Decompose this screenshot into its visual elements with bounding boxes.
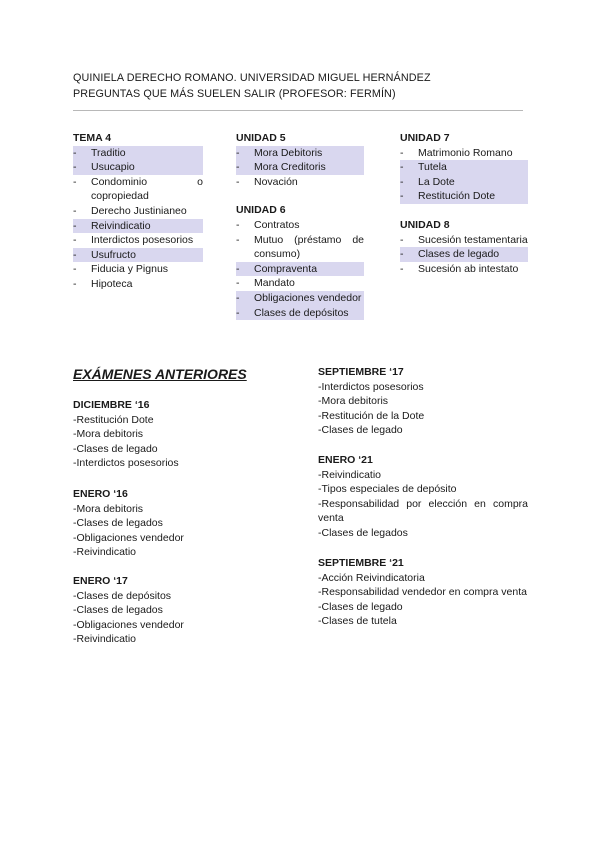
bullet-dash: - — [400, 233, 404, 246]
list-item-label: Restitución Dote — [418, 189, 528, 204]
bullet-dash: - — [400, 146, 404, 159]
bullet-dash: - — [236, 233, 240, 246]
list-item-label: Compraventa — [254, 262, 364, 277]
list-item-label: Sucesión testamentaria — [418, 233, 528, 246]
list-item — [400, 160, 528, 175]
list-item — [400, 233, 528, 248]
list-item — [236, 276, 364, 291]
list-item — [400, 146, 528, 161]
section-title-unidad8: UNIDAD 8 — [400, 218, 450, 231]
exam-question: -Clases de legado — [318, 424, 403, 437]
bullet-dash: - — [400, 189, 418, 204]
topic-list-unidad8 — [400, 233, 528, 277]
bullet-dash: - — [236, 146, 254, 161]
topic-list-unidad5 — [236, 146, 364, 190]
list-item — [400, 175, 528, 190]
list-item-label: Obligaciones vendedor — [254, 291, 364, 306]
exam-question: -Responsabilidad por elección en compra venta — [318, 497, 528, 525]
exam-question: -Clases de tutela — [318, 615, 397, 628]
bullet-dash: - — [400, 247, 418, 262]
column-unidad5-6 — [236, 131, 364, 320]
list-item-label: Hipoteca — [91, 277, 133, 290]
exam-sep17 — [318, 365, 528, 438]
list-item-label: Reivindicatio — [91, 219, 203, 234]
exam-title: SEPTIEMBRE ‘17 — [318, 366, 404, 378]
exam-title: SEPTIEMBRE ‘21 — [318, 557, 404, 569]
exam-question: -Restitución de la Dote — [318, 409, 425, 422]
exam-question: -Responsabilidad vendedor en compra venta — [318, 586, 527, 599]
list-item — [73, 262, 203, 277]
list-item-label: Novación — [254, 175, 298, 188]
bullet-dash: - — [73, 204, 77, 217]
header-divider — [73, 110, 523, 111]
exam-question: -Obligaciones vendedor — [73, 531, 184, 544]
list-item — [236, 233, 364, 262]
bullet-dash: - — [400, 262, 404, 275]
exam-question: -Interdictos posesorios — [318, 380, 424, 393]
header-subtitle: PREGUNTAS QUE MÁS SUELEN SALIR (PROFESOR: FERMÍN) — [73, 88, 396, 100]
list-item — [236, 175, 364, 190]
list-item-label: Traditio — [91, 146, 203, 161]
exam-question: -Mora debitoris — [318, 395, 389, 408]
exam-title: ENERO ‘16 — [73, 488, 128, 500]
bullet-dash: - — [236, 262, 254, 277]
list-item-label: Mora Debitoris — [254, 146, 364, 161]
exam-question: -Reivindicatio — [73, 546, 137, 559]
document-header — [73, 70, 431, 102]
list-item — [400, 262, 528, 277]
list-item — [400, 189, 528, 204]
exam-question: -Acción Reivindicatoria — [318, 571, 425, 584]
list-item-label: Fiducia y Pignus — [91, 263, 169, 276]
exam-question: -Clases de legados — [318, 526, 408, 539]
bullet-dash: - — [236, 291, 254, 306]
bullet-dash: - — [236, 277, 240, 290]
exam-question: -Clases de legados — [73, 517, 163, 530]
bullet-dash: - — [236, 306, 254, 321]
topic-list-tema4 — [73, 146, 203, 292]
list-item — [73, 277, 203, 292]
exam-question: -Clases de legados — [73, 604, 163, 617]
section-title-unidad6: UNIDAD 6 — [236, 204, 286, 217]
bullet-dash: - — [73, 263, 77, 276]
bullet-dash: - — [400, 175, 418, 190]
list-item-label: Mora Creditoris — [254, 160, 364, 175]
bullet-dash: - — [236, 175, 240, 188]
bullet-dash: - — [73, 219, 91, 234]
list-item-label: Clases de legado — [418, 247, 528, 262]
list-item-label: Condominio o copropiedad — [91, 175, 203, 203]
bullet-dash: - — [73, 277, 77, 290]
list-item — [236, 306, 364, 321]
section-title-unidad5: UNIDAD 5 — [236, 132, 286, 144]
list-item-label: Interdictos posesorios — [91, 234, 194, 247]
exam-ene17 — [73, 574, 273, 647]
list-item — [236, 160, 364, 175]
section-title-tema4: TEMA 4 — [73, 132, 112, 144]
exam-question: -Obligaciones vendedor — [73, 618, 184, 631]
exam-title: DICIEMBRE ‘16 — [73, 399, 150, 411]
exam-question: -Clases de legado — [73, 442, 158, 455]
exam-question: -Clases de depósitos — [73, 589, 172, 602]
exam-question: -Mora debitoris — [73, 502, 144, 515]
list-item — [73, 233, 203, 248]
exam-question: -Reivindicatio — [73, 633, 137, 646]
bullet-dash: - — [236, 218, 240, 231]
list-item — [73, 204, 203, 219]
list-item-label: La Dote — [418, 175, 528, 190]
exam-question: -Restitución Dote — [73, 413, 154, 426]
bullet-dash: - — [73, 160, 91, 175]
list-item — [73, 219, 203, 234]
column-unidad7-8 — [400, 131, 528, 276]
list-item-label: Clases de depósitos — [254, 306, 364, 321]
list-item-label: Tutela — [418, 160, 528, 175]
list-item — [400, 247, 528, 262]
exam-question: -Interdictos posesorios — [73, 457, 179, 470]
list-item — [236, 218, 364, 233]
exam-question: -Clases de legado — [318, 600, 403, 613]
list-item — [73, 160, 203, 175]
list-item — [236, 291, 364, 306]
list-item — [73, 175, 203, 204]
list-item-label: Usufructo — [91, 248, 203, 263]
list-item-label: Mandato — [254, 277, 295, 290]
exam-sep21 — [318, 556, 528, 629]
bullet-dash: - — [73, 234, 77, 247]
exam-title: ENERO ‘17 — [73, 575, 128, 587]
column-tema4 — [73, 131, 203, 292]
section-title-unidad7: UNIDAD 7 — [400, 132, 450, 144]
bullet-dash: - — [73, 175, 77, 188]
exam-question: -Mora debitoris — [73, 428, 144, 441]
exam-question: -Tipos especiales de depósito — [318, 483, 457, 496]
exam-question: -Reivindicatio — [318, 468, 382, 481]
list-item — [236, 262, 364, 277]
list-item-label: Mutuo (préstamo de consumo) — [254, 233, 364, 261]
list-item — [236, 146, 364, 161]
exam-ene16 — [73, 487, 273, 560]
list-item-label: Contratos — [254, 218, 300, 231]
list-item-label: Matrimonio Romano — [418, 146, 513, 159]
exam-dic16 — [73, 398, 273, 471]
list-item — [73, 146, 203, 161]
list-item-label: Derecho Justinianeo — [91, 204, 187, 217]
exam-ene21 — [318, 453, 528, 541]
bullet-dash: - — [400, 160, 418, 175]
exam-title: ENERO ‘21 — [318, 454, 373, 466]
list-item — [73, 248, 203, 263]
topic-list-unidad7 — [400, 146, 528, 204]
list-item-label: Sucesión ab intestato — [418, 262, 519, 275]
header-title: QUINIELA DERECHO ROMANO. UNIVERSIDAD MIGUEL HERNÁNDEZ — [73, 72, 431, 84]
past-exams-title: EXÁMENES ANTERIORES — [73, 366, 247, 382]
list-item-label: Usucapio — [91, 160, 203, 175]
bullet-dash: - — [236, 160, 254, 175]
bullet-dash: - — [73, 146, 91, 161]
bullet-dash: - — [73, 248, 91, 263]
topic-list-unidad6 — [236, 218, 364, 320]
